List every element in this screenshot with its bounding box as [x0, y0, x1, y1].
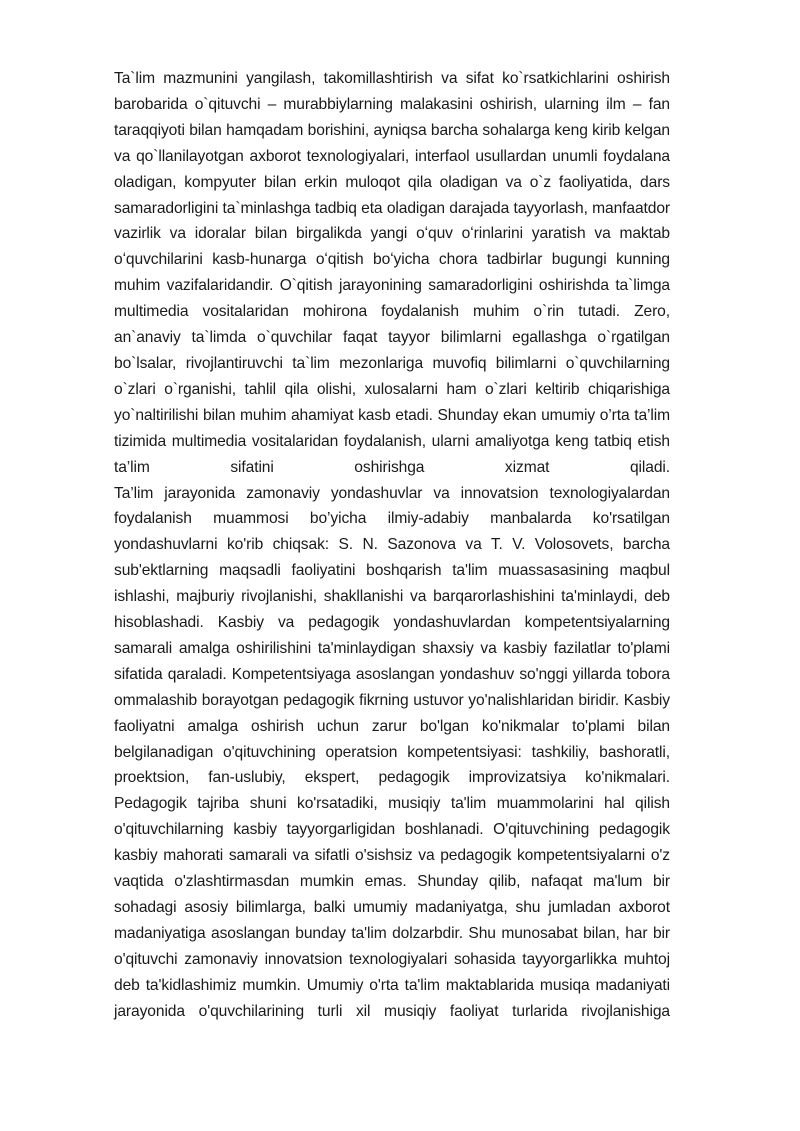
document-body — [114, 66, 670, 1025]
paragraph-modern-approaches: Ta’lim jarayonida zamonaviy yondashuvlar va innovatsion texnologiyalardan foydalanish muammosi bo’yicha ilmiy-adabiy manbalarda ko'rsatilgan yondashuvlarni ko'rib chiqsak: S. N. Sazonova va T. V. Volosovets, barcha sub'ektlarning maqsadli faoliyatini boshqarish ta'lim muassasasining maqbul ishlashi, majburiy rivojlanishi, shakllanishi va barqarorlashishini ta'minlaydi, deb hisoblashadi. Kasbiy va pedagogik yondashuvlardan kompetentsiyalarning samarali amalga oshirilishini ta'minlaydigan shaxsiy va kasbiy fazilatlar to'plami sifatida qaraladi. Kompetentsiyaga asoslangan yondashuv so'nggi yillarda tobora ommalashib borayotgan pedagogik fikrning ustuvor yo'nalishlaridan biridir. Kasbiy faoliyatni amalga oshirish uchun zarur bo'lgan ko'nikmalar to'plami bilan belgilanadigan o'qituvchining operatsion kompetentsiyasi: tashkiliy, bashoratli, proektsion, fan-uslubiy, ekspert, pedagogik improvizatsiya ko'nikmalari. Pedagogik tajriba shuni ko'rsatadiki, musiqiy ta'lim muammolarini hal qilish o'qituvchilarning kasbiy tayyorgarligidan boshlanadi. O'qituvchining pedagogik kasbiy mahorati samarali va sifatli o'sishsiz va pedagogik kompetentsiyalarni o'z vaqtida o'zlashtirmasdan mumkin emas. Shunday qilib, nafaqat ma'lum bir sohadagi asosiy bilimlarga, balki umumiy madaniyatga, shu jumladan axborot madaniyatiga asoslangan bunday ta'lim dolzarbdir. Shu munosabat bilan, har bir o'qituvchi zamonaviy innovatsion texnologiyalari sohasida tayyorgarlikka muhtoj deb ta'kidlashimiz mumkin. Umumiy o'rta ta'lim maktablarida musiqa madaniyati jarayonida o'quvchilarining turli xil musiqiy faoliyat turlarida rivojlanishiga — [114, 484, 670, 1020]
paragraph-multimedia-in-education: Ta`lim mazmunini yangilash, takomillashtirish va sifat ko`rsatkichlarini oshirish barobarida o`qituvchi – murabbiylarning malakasini oshirish, ularning ilm – fan taraqqiyoti bilan hamqadam borishini, ayniqsa barcha sohalarga keng kirib kelgan va qo`llanilayotgan axborot texnologiyalari, interfaol usullardan unumli foydalana oladigan, kompyuter bilan erkin muloqot qila oladigan va o`z faoliyatida, dars samaradorligini ta`minlashga tadbiq eta oladigan darajada tayyorlash, manfaatdor vazirlik va idoralar bilan birgalikda yangi oʻquv oʻrinlarini yaratish va maktab oʻquvchilarini kasb-hunarga oʻqitish boʻyicha chora tadbirlar bugungi kunning muhim vazifalaridandir. O`qitish jarayonining samaradorligini oshirishda ta`limga multimedia vositalaridan mohirona foydalanish muhim o`rin tutadi. Zero, an`anaviy ta`limda o`quvchilar faqat tayyor bilimlarni egallashga o`rgatilgan bo`lsalar, rivojlantiruvchi ta`lim mezonlariga muvofiq bilimlarni o`quvchilarning o`zlari o`rganishi, tahlil qila olishi, xulosalarni ham o`zlari keltirib chiqarishiga yo`naltirilishi bilan muhim ahamiyat kasb etadi. Shunday ekan umumiy o’rta ta’lim tizimida multimedia vositalaridan foydalanish, ularni amaliyotga keng tatbiq etish ta’lim sifatini oshirishga xizmat qiladi. — [114, 70, 670, 476]
